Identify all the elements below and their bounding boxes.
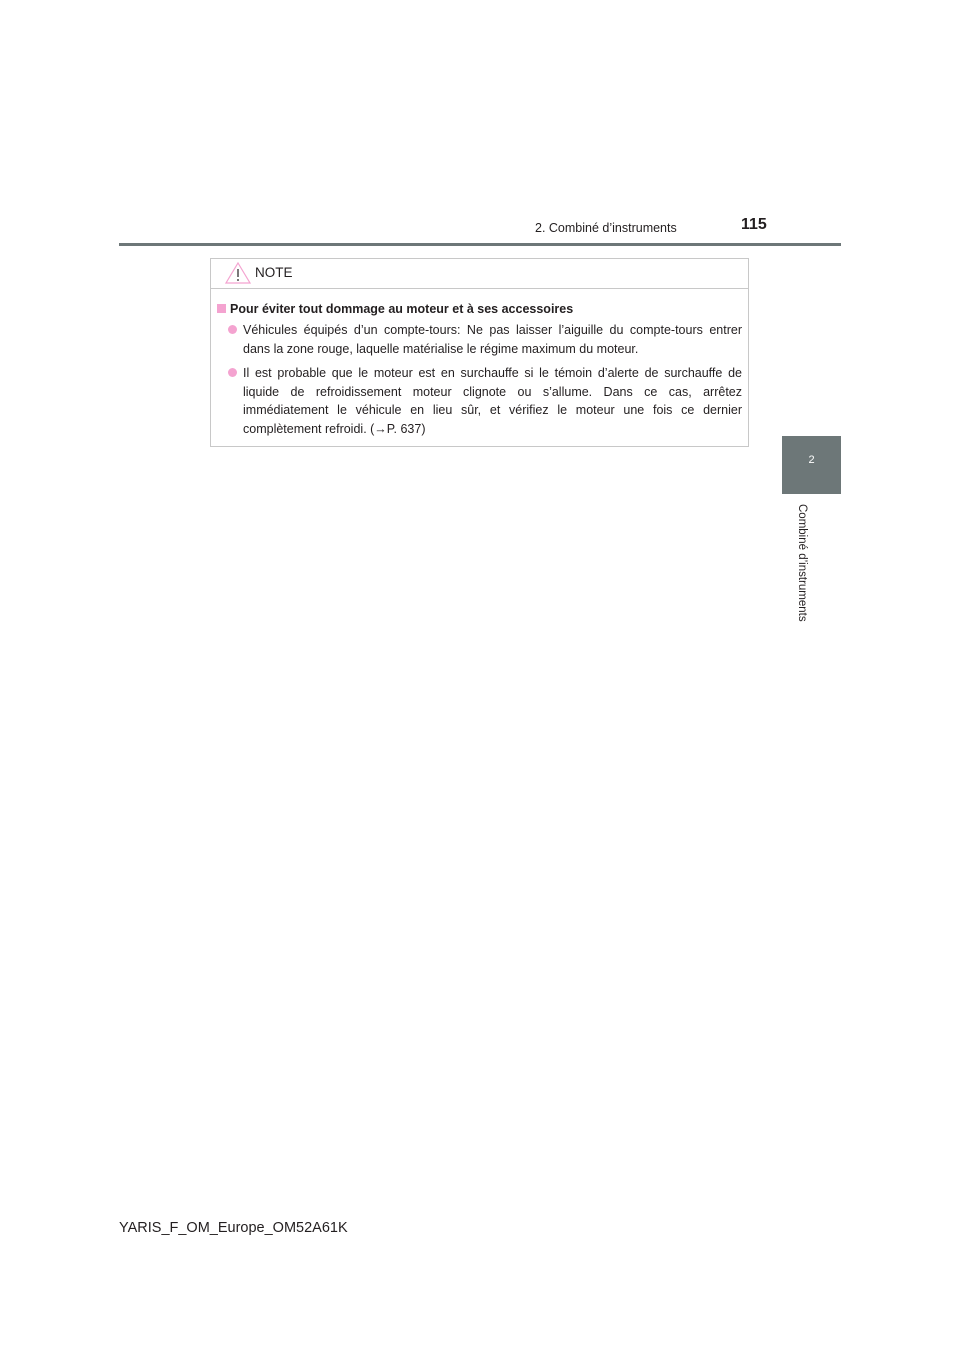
document-id: YARIS_F_OM_Europe_OM52A61K	[119, 1220, 348, 1236]
chapter-tab	[782, 436, 841, 494]
chapter-tab-number: 2	[808, 454, 815, 466]
header-section-title: 2. Combiné d’instruments	[535, 221, 677, 235]
list-item	[228, 321, 742, 358]
note-title: NOTE	[255, 265, 293, 280]
note-heading-text: Pour éviter tout dommage au moteur et à ses accessoires	[230, 302, 574, 316]
list-item	[228, 364, 742, 438]
page-number: 115	[741, 216, 767, 233]
note-body	[211, 289, 748, 438]
circle-bullet-icon	[228, 368, 237, 377]
warning-triangle-icon	[225, 262, 251, 284]
note-header	[211, 259, 748, 289]
note-heading	[217, 300, 742, 318]
list-item-text: Il est probable que le moteur est en surchauffe si le témoin d’alerte de surchauffe de liquide de refroidissement moteur clignote ou s’allume. Dans ce cas, arrêtez immédiatement le véhicule en lieu sûr, et vérifiez le moteur une fois ce dernier complètement refroidi. (→P. 637)	[243, 366, 742, 436]
header-divider	[119, 243, 841, 246]
square-bullet-icon	[217, 304, 226, 313]
list-item-text: Véhicules équipés d’un compte-tours: Ne pas laisser l’aiguille du compte-tours entrer dans la zone rouge, laquelle matérialise le régime maximum du moteur.	[243, 323, 742, 356]
note-box	[210, 258, 749, 447]
chapter-tab-label: Combiné d’instruments	[796, 504, 808, 622]
circle-bullet-icon	[228, 325, 237, 334]
